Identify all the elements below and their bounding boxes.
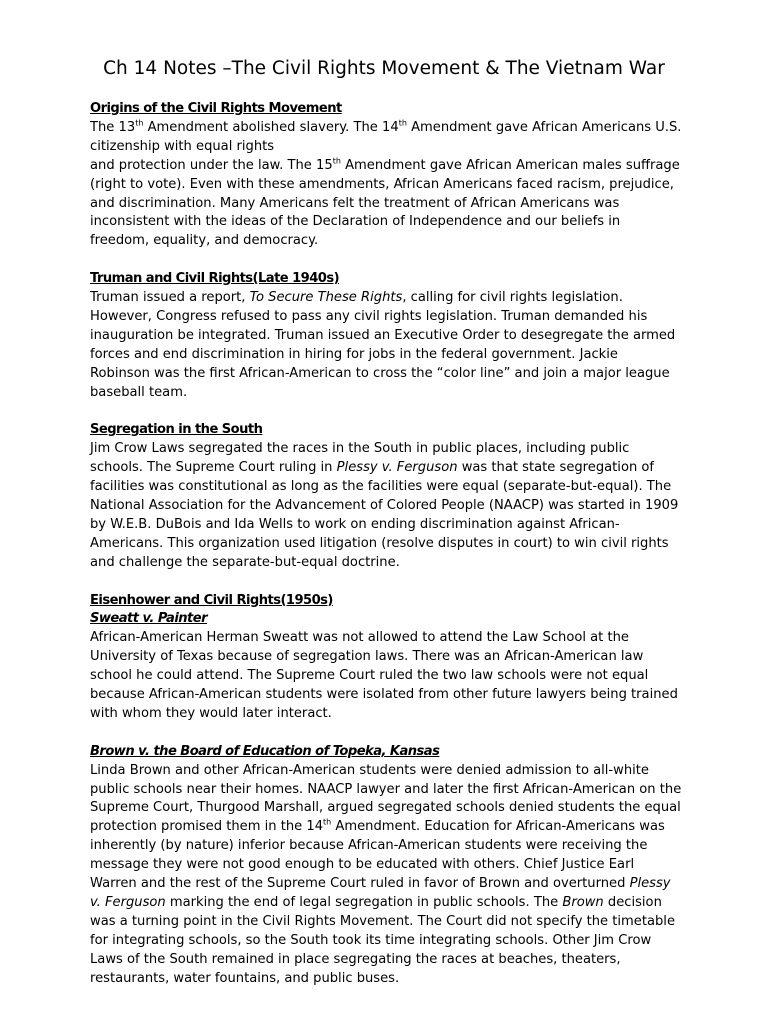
paragraph-truman [90,289,682,402]
subheading-brown: Brown v. the Board of Education of Topeka, Kansas [90,743,440,759]
text-run: decision was a turning point in the Civil Rights Movement. The Court did not specify the timetable for integrating schools, so the South took its time integrating schools. Other Jim Crow Laws of the South remained in place segregating the races at beaches, theaters, restaurants, water fountains, and public buses. [90,895,675,986]
text-run: Amendment gave African Americans U.S. citizenship with equal rights [90,119,682,154]
italic-case-name: Brown [562,895,604,910]
paragraph-segregation [90,440,682,572]
superscript: th [332,156,341,166]
italic-title: To Secure These Rights [249,290,403,306]
text-run: Amendment gave African American males suffrage (right to vote). Even with these amendments, African Americans faced racism, prejudice, and discrimination. Many Americans felt the treatment of African Americans was inconsistent with the ideas of the Declaration of Independence and our beliefs in freedom, equality, and democracy. [90,157,680,249]
text-run: , calling for civil rights legislation. However, Congress refused to pass any civil rights legislation. Truman demanded his inauguration be integrated. Truman issued an Executive Order to desegregate the armed forces and end discrimination in hiring for jobs in the federal government. Jackie Robinson was the first African-American to cross the “color line” and join a major league baseball team. [90,290,676,400]
text-run: Linda Brown and other African-American students were denied admission to all-white public schools near their homes. NAACP lawyer and later the first African-American on the Supreme Court, Thurgood Marshall, argued segregated schools denied students the equal protection promised them in the 14 [90,762,682,835]
section-heading-origins: Origins of the Civil Rights Movement [90,101,342,116]
text-run: Truman issued a report, [90,290,250,306]
text-run: was that state segregation of facilities was constitutional as long as the facilities were equal (separate-but-equal). The National Association for the Advancement of Colored People (NAACP) was started in 1909 by W.E.B. DuBois and Ida Wells to work on ending discrimination against African-Americans. This organization used litigation (resolve disputes in court) to win civil rights and challenge the separate-but-equal doctrine. [90,460,679,570]
subheading-sweatt: Sweatt v. Painter [90,611,207,627]
superscript: th [398,118,407,128]
text-run: Amendment. Education for African-Americans was inherently (by nature) inferior because African-American students were receiving the message they were not good enough to be educated with others. Chief Justice Earl Warren and the rest of the Supreme Court ruled in favor of Brown and overturned [90,819,665,892]
paragraph-origins-1 [90,119,682,157]
superscript: th [135,118,144,128]
text-run: Amendment abolished slavery. The 14 [143,119,399,135]
paragraph-sweatt: African-American Herman Sweatt was not allowed to attend the Law School at the University of Texas because of segregation laws. There was an African-American law school he could attend. The Supreme Court ruled the two law schools were not equal because African-American students were isolated from other future lawyers being trained with whom they would later interact. [90,630,678,721]
section-heading-segregation: Segregation in the South [90,422,263,438]
paragraph-origins-2 [90,157,682,252]
paragraph-brown [90,762,682,989]
section-heading-truman: Truman and Civil Rights(Late 1940s) [90,271,340,287]
section-heading-eisenhower: Eisenhower and Civil Rights(1950s) [90,592,333,608]
text-run: and protection under the law. The 15 [90,157,333,173]
text-run: marking the end of legal segregation in public schools. The [165,895,563,910]
italic-case-name: Plessy v. Ferguson [90,876,671,910]
page-title: Ch 14 Notes –The Civil Rights Movement & The Vietnam War [103,58,665,79]
text-run: Jim Crow Laws segregated the races in the South in public places, including public schools. The Supreme Court ruling in [90,441,630,476]
document-body [90,100,682,989]
text-run: The 13 [90,119,136,135]
superscript: th [323,818,332,828]
italic-case-name: Plessy v. Ferguson [336,460,458,476]
